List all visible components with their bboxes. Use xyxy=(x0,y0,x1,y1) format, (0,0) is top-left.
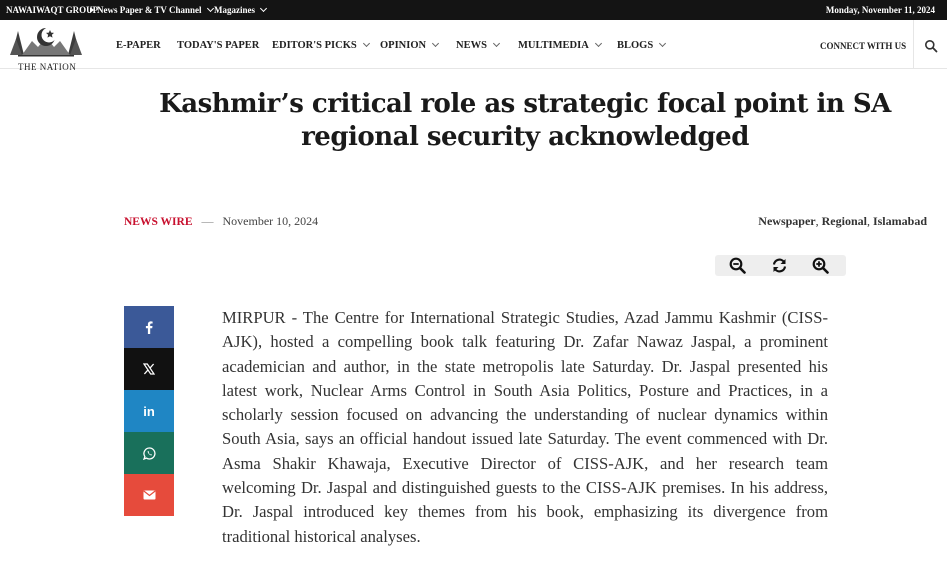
reset-zoom-icon xyxy=(771,257,788,274)
nav-opinion[interactable] xyxy=(380,40,438,51)
zoom-in-icon xyxy=(812,257,829,274)
nav-news[interactable] xyxy=(456,40,499,51)
nav-label: OPINION xyxy=(380,40,427,51)
share-buttons xyxy=(124,306,174,516)
group-label: NAWAIWAQT GROUP xyxy=(6,5,99,15)
category-link[interactable]: Islamabad xyxy=(872,214,927,228)
search-button[interactable] xyxy=(924,39,938,53)
nav-label: NEWS xyxy=(456,40,487,51)
text-zoom-toolbar xyxy=(715,255,846,276)
chevron-down-icon xyxy=(206,5,213,12)
magazines-label: Magazines xyxy=(214,5,255,15)
chevron-down-icon xyxy=(363,40,370,47)
top-bar xyxy=(0,0,947,20)
main-nav xyxy=(0,20,947,72)
nav-divider xyxy=(913,20,914,69)
share-x-button[interactable] xyxy=(124,348,174,390)
share-whatsapp-button[interactable] xyxy=(124,432,174,474)
category-link[interactable]: Regional xyxy=(821,214,867,228)
connect-with-us-link[interactable]: CONNECT WITH US xyxy=(820,41,907,51)
share-facebook-button[interactable] xyxy=(124,306,174,348)
zoom-in-button[interactable] xyxy=(812,257,829,274)
chevron-down-icon xyxy=(595,40,602,47)
nav-label: EDITOR'S PICKS xyxy=(272,40,357,51)
channel-label: News Paper & TV Channel xyxy=(97,5,202,15)
article-source-link[interactable]: NEWS WIRE xyxy=(124,215,193,228)
category-separator: , xyxy=(815,214,822,228)
magazines-menu[interactable] xyxy=(214,5,266,15)
channel-menu[interactable] xyxy=(90,5,213,15)
zoom-out-icon xyxy=(729,257,746,274)
zoom-out-button[interactable] xyxy=(729,257,746,274)
nav-editors-picks[interactable] xyxy=(272,40,369,51)
search-icon xyxy=(924,39,938,53)
nav-label: TODAY'S PAPER xyxy=(177,40,260,51)
nav-label: E-PAPER xyxy=(116,40,161,51)
share-linkedin-button[interactable] xyxy=(124,390,174,432)
article-categories xyxy=(758,214,927,229)
chevron-down-icon xyxy=(260,5,267,12)
chevron-down-icon xyxy=(493,40,500,47)
facebook-icon xyxy=(145,321,153,334)
article-date: November 10, 2024 xyxy=(222,214,319,228)
reset-zoom-button[interactable] xyxy=(771,257,788,274)
nav-multimedia[interactable] xyxy=(518,40,601,51)
chevron-down-icon xyxy=(432,40,439,47)
linkedin-icon: in xyxy=(143,403,155,419)
x-icon xyxy=(143,363,155,375)
nav-blogs[interactable] xyxy=(617,40,665,51)
article-body: MIRPUR - The Centre for International Strategic Studies, Azad Jammu Kashmir (CISS-AJK), hosted a compelling book talk featuring Dr. Zafar Nawaz Jaspal, a prominent academician and author, in the state metropolis late Saturday. Dr. Jaspal presented his latest work, Nuclear Arms Control in South Asia Politics, Posture and Practices, in a scholarly session focused on advancing the understanding of nuclear dynamics within South Asia, says an official handout issued late Saturday. The event commenced with Dr. Asma Shakir Khawaja, Executive Director of CISS-AJK, and her research team welcoming Dr. Jaspal and distinguished guests to the CISS-AJK premises. In his address, Dr. Jaspal introduced key themes from his book, emphasizing its divergence from traditional historical analyses. xyxy=(222,308,828,546)
triangle-right-icon xyxy=(90,7,94,13)
logo-emblem-icon xyxy=(8,25,84,59)
article-headline: Kashmir’s critical role as strategic focal point in SA regional security acknowledged xyxy=(159,89,891,152)
nav-label: MULTIMEDIA xyxy=(518,40,589,51)
category-separator: , xyxy=(866,214,873,228)
nav-todays-paper[interactable] xyxy=(177,40,259,51)
group-link[interactable] xyxy=(6,5,98,15)
meta-separator: — xyxy=(201,214,214,228)
share-email-button[interactable] xyxy=(124,474,174,516)
whatsapp-icon xyxy=(143,447,156,460)
nav-epaper[interactable] xyxy=(116,40,161,51)
category-link[interactable]: Newspaper xyxy=(758,214,816,228)
email-icon xyxy=(143,490,156,500)
top-date: Monday, November 11, 2024 xyxy=(825,5,935,15)
nav-label: BLOGS xyxy=(617,40,654,51)
logo-text: THE NATION xyxy=(18,62,77,72)
chevron-down-icon xyxy=(659,40,666,47)
article-meta xyxy=(124,214,318,229)
site-logo[interactable] xyxy=(8,25,84,72)
